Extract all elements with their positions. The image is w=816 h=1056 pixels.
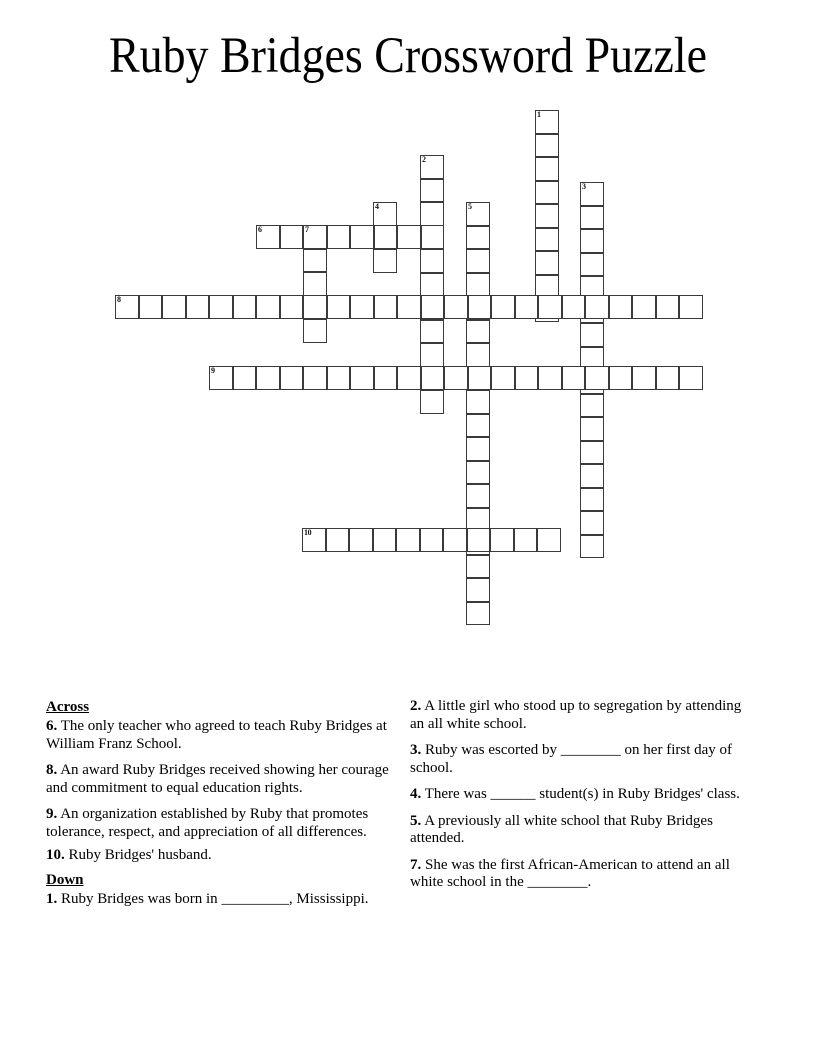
crossword-cell[interactable] bbox=[233, 295, 257, 319]
crossword-cell[interactable] bbox=[303, 249, 327, 273]
clue-number: 7. bbox=[410, 856, 422, 873]
crossword-cell[interactable] bbox=[679, 366, 703, 390]
crossword-cell[interactable] bbox=[466, 390, 490, 414]
crossword-cell[interactable] bbox=[656, 295, 680, 319]
crossword-cell[interactable] bbox=[444, 366, 468, 390]
crossword-cell[interactable] bbox=[535, 251, 559, 275]
crossword-cell[interactable] bbox=[303, 295, 327, 319]
crossword-cell[interactable] bbox=[420, 202, 444, 226]
crossword-cell[interactable] bbox=[420, 179, 444, 203]
crossword-cell[interactable] bbox=[535, 134, 559, 158]
crossword-cell[interactable] bbox=[585, 366, 609, 390]
clue-across-6 bbox=[46, 718, 392, 753]
crossword-cell[interactable] bbox=[256, 366, 280, 390]
crossword-cell[interactable] bbox=[466, 602, 490, 626]
page-title: Ruby Bridges Crossword Puzzle bbox=[109, 28, 707, 84]
crossword-cell[interactable] bbox=[580, 206, 604, 230]
crossword-cell[interactable] bbox=[374, 295, 398, 319]
crossword-cell[interactable] bbox=[514, 528, 538, 552]
crossword-cell[interactable] bbox=[421, 225, 445, 249]
crossword-cell[interactable] bbox=[209, 366, 233, 390]
crossword-cell[interactable] bbox=[350, 366, 374, 390]
crossword-cell[interactable] bbox=[326, 528, 350, 552]
clue-number: 6. bbox=[46, 718, 58, 735]
crossword-cell[interactable] bbox=[515, 366, 539, 390]
clue-text: There was ______ student(s) in Ruby Bridges' class. bbox=[424, 786, 740, 803]
crossword-cell-number: 4 bbox=[375, 202, 379, 211]
crossword-cell[interactable] bbox=[302, 528, 326, 552]
down-heading: Down bbox=[46, 872, 84, 889]
crossword-cell[interactable] bbox=[303, 319, 327, 343]
crossword-cell[interactable] bbox=[467, 528, 491, 552]
crossword-cell[interactable] bbox=[538, 295, 562, 319]
crossword-cell[interactable] bbox=[562, 366, 586, 390]
crossword-cell[interactable] bbox=[280, 366, 304, 390]
clue-down-5 bbox=[410, 813, 756, 848]
crossword-cell[interactable] bbox=[609, 366, 633, 390]
crossword-cell[interactable] bbox=[535, 157, 559, 181]
crossword-cell[interactable] bbox=[466, 461, 490, 485]
crossword-cell-number: 5 bbox=[468, 202, 472, 211]
crossword-cell[interactable] bbox=[632, 366, 656, 390]
crossword-cell[interactable] bbox=[327, 366, 351, 390]
crossword-cell[interactable] bbox=[491, 295, 515, 319]
crossword-cell[interactable] bbox=[397, 295, 421, 319]
clue-text: Ruby Bridges' husband. bbox=[68, 847, 212, 864]
crossword-cell[interactable] bbox=[580, 464, 604, 488]
crossword-cell[interactable] bbox=[515, 295, 539, 319]
crossword-cell[interactable] bbox=[656, 366, 680, 390]
crossword-cell[interactable] bbox=[421, 295, 445, 319]
crossword-cell-number: 7 bbox=[305, 225, 309, 234]
crossword-cell[interactable] bbox=[580, 323, 604, 347]
crossword-cell[interactable] bbox=[538, 366, 562, 390]
crossword-cell-number: 1 bbox=[537, 110, 541, 119]
clue-down-4 bbox=[410, 786, 756, 804]
crossword-cell[interactable] bbox=[580, 229, 604, 253]
crossword-cell[interactable] bbox=[420, 343, 444, 367]
clue-text: She was the first African-American to attend an all white school in the ________. bbox=[410, 856, 730, 891]
crossword-cell[interactable] bbox=[562, 295, 586, 319]
crossword-cell[interactable] bbox=[373, 528, 397, 552]
crossword-cell[interactable] bbox=[374, 366, 398, 390]
crossword-cell[interactable] bbox=[420, 528, 444, 552]
crossword-cell[interactable] bbox=[186, 295, 210, 319]
crossword-cell[interactable] bbox=[535, 110, 559, 134]
crossword-cell[interactable] bbox=[679, 295, 703, 319]
crossword-cell[interactable] bbox=[468, 366, 492, 390]
crossword-cell[interactable] bbox=[580, 182, 604, 206]
crossword-cell[interactable] bbox=[490, 528, 514, 552]
crossword-cell[interactable] bbox=[580, 394, 604, 418]
clue-down-1 bbox=[46, 891, 392, 909]
crossword-cell[interactable] bbox=[632, 295, 656, 319]
clue-down-2 bbox=[410, 698, 756, 733]
crossword-cell[interactable] bbox=[466, 555, 490, 579]
crossword-cell[interactable] bbox=[233, 366, 257, 390]
crossword-cell[interactable] bbox=[443, 528, 467, 552]
clue-down-3 bbox=[410, 742, 756, 777]
crossword-cell[interactable] bbox=[580, 417, 604, 441]
clue-across-9 bbox=[46, 806, 392, 841]
clue-text: Ruby was escorted by ________ on her first day of school. bbox=[410, 742, 733, 776]
crossword-cell[interactable] bbox=[468, 295, 492, 319]
crossword-cell[interactable] bbox=[327, 225, 351, 249]
clue-text: A little girl who stood up to segregation by attending an all white school. bbox=[410, 698, 742, 732]
crossword-cell[interactable] bbox=[444, 295, 468, 319]
clue-number: 9. bbox=[46, 806, 58, 823]
crossword-cell[interactable] bbox=[420, 273, 444, 297]
clue-number: 8. bbox=[46, 762, 58, 779]
clues-section bbox=[46, 698, 770, 988]
crossword-cell[interactable] bbox=[535, 204, 559, 228]
clue-text: An award Ruby Bridges received showing her courage and commitment to equal education rights. bbox=[46, 762, 389, 796]
clue-number: 10. bbox=[46, 847, 65, 864]
crossword-cell[interactable] bbox=[466, 226, 490, 250]
clues-column-right bbox=[410, 698, 756, 901]
crossword-cell-number: 3 bbox=[582, 182, 586, 191]
clue-across-10 bbox=[46, 847, 392, 865]
clue-number: 2. bbox=[410, 698, 422, 714]
crossword-cell[interactable] bbox=[466, 484, 490, 508]
crossword-cell[interactable] bbox=[420, 320, 444, 344]
clue-text: An organization established by Ruby that promotes tolerance, respect, and appreciation of all differences. bbox=[46, 806, 369, 840]
crossword-cell[interactable] bbox=[280, 225, 304, 249]
crossword-cell[interactable] bbox=[466, 273, 490, 297]
crossword-cell[interactable] bbox=[373, 202, 397, 226]
crossword-cell[interactable] bbox=[303, 366, 327, 390]
clue-across-8 bbox=[46, 762, 392, 797]
crossword-cell[interactable] bbox=[466, 343, 490, 367]
crossword-cell[interactable] bbox=[115, 295, 139, 319]
crossword-cell[interactable] bbox=[350, 295, 374, 319]
crossword-cell[interactable] bbox=[580, 441, 604, 465]
crossword-cell[interactable] bbox=[327, 295, 351, 319]
crossword-cell[interactable] bbox=[466, 414, 490, 438]
crossword-cell[interactable] bbox=[580, 253, 604, 277]
crossword-cell[interactable] bbox=[420, 390, 444, 414]
crossword-cell[interactable] bbox=[280, 295, 304, 319]
clue-text: A previously all white school that Ruby Bridges attended. bbox=[410, 812, 713, 847]
clue-down-7 bbox=[410, 857, 756, 892]
crossword-cell[interactable] bbox=[537, 528, 561, 552]
crossword-cell[interactable] bbox=[609, 295, 633, 319]
crossword-cell[interactable] bbox=[162, 295, 186, 319]
crossword-cell[interactable] bbox=[421, 366, 445, 390]
crossword-cell[interactable] bbox=[466, 437, 490, 461]
crossword-cell[interactable] bbox=[585, 295, 609, 319]
crossword-cell[interactable] bbox=[535, 181, 559, 205]
crossword-cell[interactable] bbox=[373, 249, 397, 273]
crossword-cell[interactable] bbox=[256, 225, 280, 249]
crossword-cell[interactable] bbox=[580, 488, 604, 512]
clue-text: The only teacher who agreed to teach Ruby Bridges at William Franz School. bbox=[46, 718, 387, 752]
crossword-cell[interactable] bbox=[303, 225, 327, 249]
crossword-cell-number: 2 bbox=[422, 155, 426, 164]
crossword-cell[interactable] bbox=[466, 320, 490, 344]
crossword-cell[interactable] bbox=[256, 295, 280, 319]
crossword-cell[interactable] bbox=[466, 578, 490, 602]
crossword-cell[interactable] bbox=[397, 225, 421, 249]
crossword-cell[interactable] bbox=[466, 249, 490, 273]
clue-number: 5. bbox=[410, 812, 422, 829]
crossword-cell[interactable] bbox=[303, 272, 327, 296]
crossword-cell-number: 10 bbox=[304, 528, 312, 537]
crossword-cell[interactable] bbox=[374, 225, 398, 249]
clue-number: 1. bbox=[46, 891, 58, 908]
crossword-cell[interactable] bbox=[535, 228, 559, 252]
across-heading: Across bbox=[46, 699, 90, 715]
crossword-cell[interactable] bbox=[349, 528, 373, 552]
crossword-cell[interactable] bbox=[396, 528, 420, 552]
crossword-cell[interactable] bbox=[209, 295, 233, 319]
crossword-cell[interactable] bbox=[580, 535, 604, 559]
crossword-cell[interactable] bbox=[466, 202, 490, 226]
crossword-cell[interactable] bbox=[350, 225, 374, 249]
crossword-cell-number: 9 bbox=[211, 366, 215, 375]
clue-number: 3. bbox=[410, 742, 422, 759]
crossword-cell[interactable] bbox=[139, 295, 163, 319]
crossword-cell[interactable] bbox=[420, 155, 444, 179]
crossword-cell-number: 8 bbox=[117, 295, 121, 304]
clues-column-left bbox=[46, 698, 392, 918]
crossword-cell[interactable] bbox=[420, 249, 444, 273]
crossword-cell-number: 6 bbox=[258, 225, 262, 234]
crossword-cell[interactable] bbox=[397, 366, 421, 390]
clue-number: 4. bbox=[410, 786, 422, 803]
clue-text: Ruby Bridges was born in _________, Mississippi. bbox=[61, 891, 369, 908]
crossword-cell[interactable] bbox=[580, 511, 604, 535]
crossword-cell[interactable] bbox=[491, 366, 515, 390]
